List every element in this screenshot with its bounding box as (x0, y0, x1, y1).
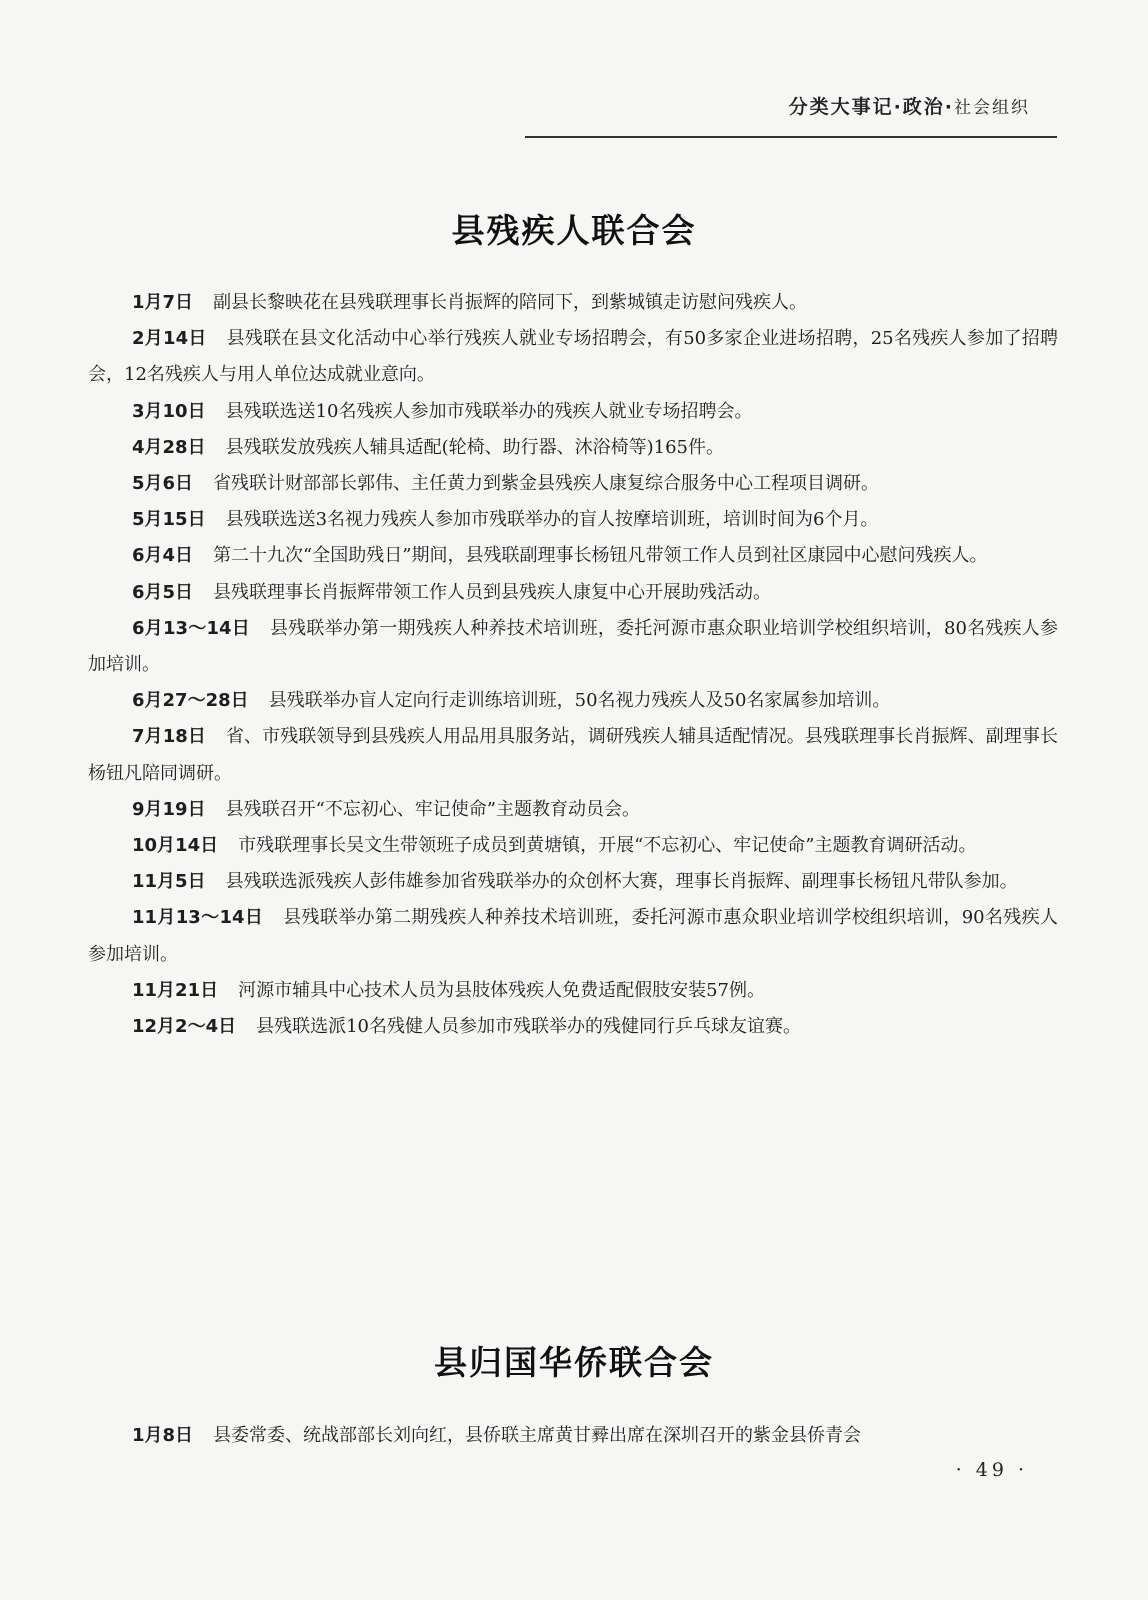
entry-date: 6月27～28日 (132, 690, 249, 712)
entry-text: 县委常委、统战部部长刘向红，县侨联主席黄甘彛出席在深圳召开的紫金县侨青会 (213, 1425, 862, 1446)
section-title-overseas-chinese-federation: 县归国华侨联合会 (434, 1343, 714, 1382)
entry-item (88, 828, 1058, 864)
entry-text: 县残联在县文化活动中心举行残疾人就业专场招聘会，有50多家企业进场招聘，25名残疾人参加了招聘会，12名残疾人与用人单位达成就业意向。 (88, 328, 1058, 386)
entry-date: 6月5日 (132, 581, 194, 603)
entry-list-disabled-federation (88, 285, 1058, 1045)
entry-text: 县残联理事长肖振辉带领工作人员到县残疾人康复中心开展助残活动。 (213, 581, 772, 603)
page-number: · 49 · (955, 1459, 1028, 1481)
entry-date: 9月19日 (132, 798, 206, 820)
entry-date: 3月10日 (132, 400, 206, 422)
entry-item (88, 394, 1058, 430)
running-header-subcategory: 社会组织 (954, 98, 1030, 118)
entry-item (88, 1418, 1058, 1454)
entry-date: 5月15日 (132, 509, 206, 531)
entry-item (88, 575, 1058, 611)
entry-item (88, 973, 1058, 1009)
entry-text: 河源市辅具中心技术人员为县肢体残疾人免费适配假肢安装57例。 (238, 979, 766, 1001)
entry-text: 副县长黎映花在县残联理事长肖振辉的陪同下，到紫城镇走访慰问残疾人。 (213, 292, 808, 313)
entry-item (88, 466, 1058, 502)
entry-date: 11月5日 (132, 871, 206, 893)
entry-item (88, 538, 1058, 574)
entry-item (88, 430, 1058, 466)
entry-item (88, 900, 1058, 972)
entry-date: 12月2～4日 (132, 1016, 237, 1038)
entry-item (88, 864, 1058, 900)
entry-text: 市残联理事长吴文生带领班子成员到黄塘镇，开展“不忘初心、牢记使命”主题教育调研活动。 (238, 835, 977, 857)
entry-item (88, 719, 1058, 791)
entry-date: 7月18日 (132, 726, 206, 748)
entry-list-overseas-chinese-federation (88, 1418, 1058, 1454)
entry-text: 县残联举办盲人定向行走训练培训班，50名视力残疾人及50名家属参加培训。 (268, 690, 891, 712)
entry-item (88, 792, 1058, 828)
entry-date: 11月21日 (132, 979, 219, 1001)
entry-item (88, 611, 1058, 683)
running-header-category: 分类大事记·政治· (788, 96, 954, 118)
header-rule (525, 136, 1057, 138)
entry-text: 县残联举办第一期残疾人种养技术培训班，委托河源市惠众职业培训学校组织培训，80名残疾人参加培训。 (88, 617, 1058, 676)
entry-item (88, 1009, 1058, 1045)
entry-date: 6月4日 (132, 545, 194, 567)
entry-text: 县残联选送10名残疾人参加市残联举办的残疾人就业专场招聘会。 (225, 400, 753, 422)
entry-date: 10月14日 (132, 835, 219, 857)
running-header (789, 92, 1030, 119)
entry-date: 2月14日 (132, 328, 207, 350)
entry-date: 4月28日 (132, 436, 206, 458)
entry-item (88, 285, 1058, 321)
entry-text: 省残联计财部部长郭伟、主任黄力到紫金县残疾人康复综合服务中心工程项目调研。 (213, 473, 880, 495)
entry-date: 6月13～14日 (132, 617, 250, 639)
entry-text: 第二十九次“全国助残日”期间，县残联副理事长杨钮凡带领工作人员到社区康园中心慰问残疾人。 (213, 545, 988, 567)
entry-item (88, 683, 1058, 719)
entry-date: 1月7日 (132, 292, 194, 313)
entry-item (88, 502, 1058, 538)
entry-text: 县残联选派残疾人彭伟雄参加省残联举办的众创杯大赛，理事长肖振辉、副理事长杨钮凡带队参加。 (225, 871, 1018, 893)
entry-text: 县残联选送3名视力残疾人参加市残联举办的盲人按摩培训班，培训时间为6个月。 (225, 509, 879, 531)
entry-date: 1月8日 (132, 1425, 194, 1446)
entry-text: 省、市残联领导到县残疾人用品用具服务站，调研残疾人辅具适配情况。县残联理事长肖振辉、副理事长杨钮凡陪同调研。 (88, 726, 1058, 784)
entry-text: 县残联选派10名残健人员参加市残联举办的残健同行乒乓球友谊赛。 (256, 1016, 802, 1038)
entry-date: 5月6日 (132, 473, 194, 495)
entry-text: 县残联发放残疾人辅具适配(轮椅、助行器、沐浴椅等)165件。 (225, 436, 724, 458)
entry-text: 县残联召开“不忘初心、牢记使命”主题教育动员会。 (225, 798, 640, 820)
entry-date: 11月13～14日 (132, 907, 264, 929)
entry-text: 县残联举办第二期残疾人种养技术培训班，委托河源市惠众职业培训学校组织培训，90名残疾人参加培训。 (88, 907, 1058, 965)
entry-item (88, 321, 1058, 393)
section-title-disabled-federation: 县残疾人联合会 (451, 211, 697, 250)
